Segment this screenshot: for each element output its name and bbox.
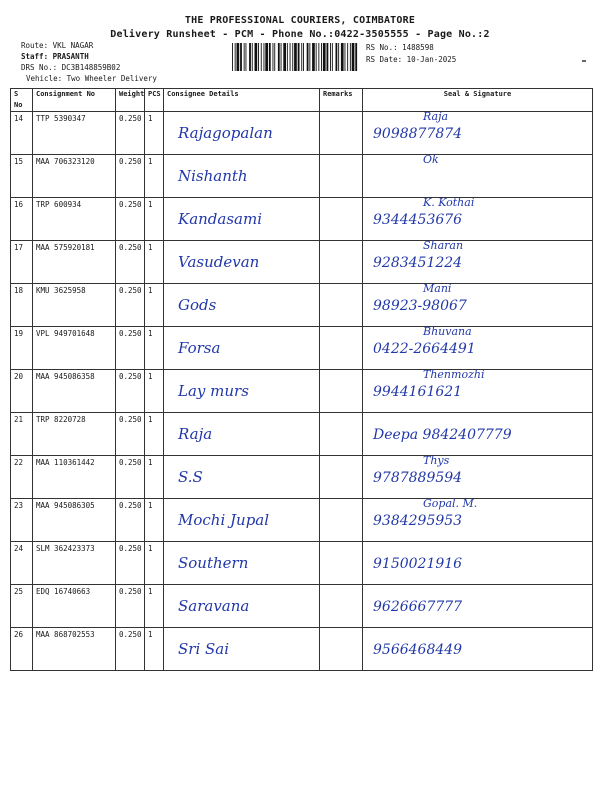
cell-consignee bbox=[164, 585, 320, 628]
cell-remarks bbox=[320, 198, 363, 241]
signature-name: Ok bbox=[423, 153, 439, 166]
rs-date: RS Date: 10-Jan-2025 bbox=[366, 55, 457, 64]
cell-consignee bbox=[164, 155, 320, 198]
cell-consignee bbox=[164, 370, 320, 413]
cell-consignment: KMU 3625958 bbox=[33, 284, 116, 327]
barcode-bar bbox=[244, 43, 245, 71]
cell-signature bbox=[363, 284, 593, 327]
col-header-signature: Seal & Signature bbox=[363, 89, 593, 112]
cell-weight: 0.250 bbox=[116, 112, 145, 155]
col-header-pcs: PCS bbox=[145, 89, 164, 112]
cell-remarks bbox=[320, 585, 363, 628]
vehicle-label: Vehicle: Two Wheeler Delivery bbox=[26, 74, 157, 83]
cell-consignee bbox=[164, 327, 320, 370]
cell-weight: 0.250 bbox=[116, 456, 145, 499]
cell-consignment: MAA 706323120 bbox=[33, 155, 116, 198]
cell-sno: 23 bbox=[11, 499, 33, 542]
cell-consignee bbox=[164, 413, 320, 456]
barcode-bar bbox=[281, 43, 282, 71]
cell-consignee bbox=[164, 112, 320, 155]
delivery-table bbox=[10, 88, 593, 671]
cell-consignment: MAA 868702553 bbox=[33, 628, 116, 671]
consignee-handwriting: Gods bbox=[178, 296, 217, 314]
cell-signature bbox=[363, 241, 593, 284]
cell-signature bbox=[363, 542, 593, 585]
cell-pcs: 1 bbox=[145, 284, 164, 327]
cell-weight: 0.250 bbox=[116, 155, 145, 198]
barcode-bar bbox=[264, 43, 265, 71]
cell-sno: 14 bbox=[11, 112, 33, 155]
cell-remarks bbox=[320, 456, 363, 499]
barcode-bar bbox=[287, 43, 288, 71]
signature-phone: 9344453676 bbox=[373, 212, 463, 228]
table-row bbox=[11, 241, 593, 284]
cell-consignee bbox=[164, 241, 320, 284]
cell-sno: 22 bbox=[11, 456, 33, 499]
cell-sno: 18 bbox=[11, 284, 33, 327]
barcode-bar bbox=[350, 43, 351, 71]
signature-phone: 9566468449 bbox=[373, 642, 463, 658]
cell-weight: 0.250 bbox=[116, 370, 145, 413]
signature-phone: 9626667777 bbox=[373, 599, 463, 615]
route-label: Route: VKL NAGAR bbox=[21, 41, 94, 50]
cell-signature bbox=[363, 628, 593, 671]
cell-pcs: 1 bbox=[145, 327, 164, 370]
barcode-bar bbox=[261, 43, 262, 71]
consignee-handwriting: Lay murs bbox=[178, 382, 249, 400]
barcode-bar bbox=[255, 43, 258, 71]
table-row bbox=[11, 456, 593, 499]
corner-mark bbox=[582, 60, 586, 62]
cell-consignment: VPL 949701648 bbox=[33, 327, 116, 370]
barcode-bar bbox=[330, 43, 331, 71]
consignee-handwriting: Saravana bbox=[178, 597, 250, 615]
barcode-bar bbox=[345, 43, 346, 71]
cell-sno: 15 bbox=[11, 155, 33, 198]
barcode-bar bbox=[316, 43, 317, 71]
consignee-handwriting: Vasudevan bbox=[178, 253, 260, 271]
barcode-bar bbox=[235, 43, 236, 71]
barcode-bar bbox=[283, 43, 286, 71]
col-header-weight: Weight bbox=[116, 89, 145, 112]
col-header-sno: S No bbox=[11, 89, 33, 112]
barcode-bar bbox=[274, 43, 275, 71]
company-title: THE PROFESSIONAL COURIERS, COIMBATORE bbox=[184, 15, 416, 26]
signature-phone: 9098877874 bbox=[373, 126, 463, 142]
signature-phone: 9283451224 bbox=[373, 255, 463, 271]
barcode-bar bbox=[273, 43, 274, 71]
cell-consignee bbox=[164, 284, 320, 327]
signature-name: Raja bbox=[423, 110, 449, 123]
barcode-bar bbox=[338, 43, 339, 71]
cell-signature bbox=[363, 155, 593, 198]
cell-sno: 19 bbox=[11, 327, 33, 370]
barcode-bar bbox=[240, 43, 242, 71]
cell-signature bbox=[363, 499, 593, 542]
barcode-bar bbox=[352, 43, 355, 71]
cell-signature bbox=[363, 585, 593, 628]
cell-sno: 17 bbox=[11, 241, 33, 284]
cell-remarks bbox=[320, 284, 363, 327]
cell-pcs: 1 bbox=[145, 241, 164, 284]
cell-signature bbox=[363, 413, 593, 456]
cell-consignment: MAA 110361442 bbox=[33, 456, 116, 499]
cell-signature bbox=[363, 327, 593, 370]
consignee-handwriting: Nishanth bbox=[178, 167, 248, 185]
cell-pcs: 1 bbox=[145, 198, 164, 241]
cell-remarks bbox=[320, 628, 363, 671]
consignee-handwriting: Southern bbox=[178, 554, 249, 572]
cell-remarks bbox=[320, 327, 363, 370]
cell-weight: 0.250 bbox=[116, 241, 145, 284]
barcode-bar bbox=[307, 43, 309, 71]
cell-sno: 26 bbox=[11, 628, 33, 671]
barcode-bar bbox=[269, 43, 271, 71]
cell-weight: 0.250 bbox=[116, 198, 145, 241]
table-row bbox=[11, 284, 593, 327]
table-row bbox=[11, 413, 593, 456]
signature-phone: 9384295953 bbox=[373, 513, 463, 529]
staff-label: Staff: PRASANTH bbox=[21, 52, 89, 61]
barcode-bar bbox=[249, 43, 251, 71]
signature-phone: 9150021916 bbox=[373, 556, 463, 572]
barcode-bar bbox=[312, 43, 315, 71]
barcode-bar bbox=[355, 43, 357, 71]
cell-sno: 20 bbox=[11, 370, 33, 413]
consignee-handwriting: Kandasami bbox=[178, 210, 263, 228]
barcode-bar bbox=[294, 43, 297, 71]
signature-name: Sharan bbox=[423, 239, 464, 252]
table-row bbox=[11, 327, 593, 370]
signature-name: Mani bbox=[423, 282, 452, 295]
signature-phone: 9787889594 bbox=[373, 470, 463, 486]
signature-name: K. Kothai bbox=[423, 196, 475, 209]
runsheet-subtitle: Delivery Runsheet - PCM - Phone No.:0422-3505555 - Page No.:2 bbox=[110, 29, 490, 40]
cell-consignment: MAA 575920181 bbox=[33, 241, 116, 284]
cell-signature bbox=[363, 456, 593, 499]
signature-phone: 9944161621 bbox=[373, 384, 463, 400]
cell-pcs: 1 bbox=[145, 542, 164, 585]
cell-remarks bbox=[320, 370, 363, 413]
cell-consignment: MAA 945086358 bbox=[33, 370, 116, 413]
cell-sno: 24 bbox=[11, 542, 33, 585]
signature-name: Gopal. M. bbox=[423, 497, 478, 510]
table-row bbox=[11, 542, 593, 585]
barcode-bar bbox=[298, 43, 300, 71]
signature-phone: Deepa 9842407779 bbox=[373, 427, 512, 443]
barcode-bar bbox=[246, 43, 247, 71]
cell-consignee bbox=[164, 198, 320, 241]
barcode-bar bbox=[237, 43, 240, 71]
signature-phone: 0422-2664491 bbox=[373, 341, 476, 357]
col-header-consignment: Consignment No bbox=[33, 89, 116, 112]
cell-signature bbox=[363, 370, 593, 413]
cell-pcs: 1 bbox=[145, 112, 164, 155]
cell-consignment: SLM 362423373 bbox=[33, 542, 116, 585]
cell-pcs: 1 bbox=[145, 413, 164, 456]
cell-consignment: EDQ 16740663 bbox=[33, 585, 116, 628]
cell-pcs: 1 bbox=[145, 499, 164, 542]
table-row bbox=[11, 499, 593, 542]
barcode-bar bbox=[318, 43, 319, 71]
barcode-bar bbox=[347, 43, 348, 71]
cell-remarks bbox=[320, 155, 363, 198]
cell-weight: 0.250 bbox=[116, 327, 145, 370]
cell-remarks bbox=[320, 241, 363, 284]
cell-pcs: 1 bbox=[145, 628, 164, 671]
cell-sno: 21 bbox=[11, 413, 33, 456]
cell-pcs: 1 bbox=[145, 370, 164, 413]
cell-remarks bbox=[320, 112, 363, 155]
cell-pcs: 1 bbox=[145, 585, 164, 628]
barcode-bar bbox=[341, 43, 344, 71]
barcode-bar bbox=[258, 43, 259, 71]
cell-consignment: TTP 5390347 bbox=[33, 112, 116, 155]
table-row bbox=[11, 585, 593, 628]
consignee-handwriting: Forsa bbox=[178, 339, 221, 357]
signature-name: Thys bbox=[423, 454, 450, 467]
cell-weight: 0.250 bbox=[116, 585, 145, 628]
col-header-remarks: Remarks bbox=[320, 89, 363, 112]
cell-consignee bbox=[164, 499, 320, 542]
cell-signature bbox=[363, 112, 593, 155]
cell-weight: 0.250 bbox=[116, 284, 145, 327]
cell-weight: 0.250 bbox=[116, 499, 145, 542]
cell-sno: 16 bbox=[11, 198, 33, 241]
barcode bbox=[232, 43, 359, 71]
cell-consignment: TRP 600934 bbox=[33, 198, 116, 241]
barcode-bar bbox=[292, 43, 293, 71]
cell-consignee bbox=[164, 542, 320, 585]
table-row bbox=[11, 155, 593, 198]
col-header-consignee: Consignee Details bbox=[164, 89, 320, 112]
table-row bbox=[11, 198, 593, 241]
cell-remarks bbox=[320, 499, 363, 542]
drs-label: DRS No.: DC3B148859B02 bbox=[21, 63, 121, 72]
barcode-bar bbox=[327, 43, 329, 71]
consignee-handwriting: Mochi Jupal bbox=[178, 511, 270, 529]
barcode-bar bbox=[332, 43, 333, 71]
cell-remarks bbox=[320, 413, 363, 456]
table-row bbox=[11, 370, 593, 413]
consignee-handwriting: Raja bbox=[178, 425, 213, 443]
cell-remarks bbox=[320, 542, 363, 585]
cell-consignee bbox=[164, 628, 320, 671]
cell-consignment: TRP 8220728 bbox=[33, 413, 116, 456]
table-row bbox=[11, 112, 593, 155]
barcode-bar bbox=[336, 43, 338, 71]
consignee-handwriting: Rajagopalan bbox=[178, 124, 273, 142]
barcode-bar bbox=[309, 43, 310, 71]
consignee-handwriting: S.S bbox=[178, 468, 203, 486]
cell-consignee bbox=[164, 456, 320, 499]
barcode-bar bbox=[232, 43, 233, 71]
cell-pcs: 1 bbox=[145, 155, 164, 198]
cell-consignment: MAA 945086305 bbox=[33, 499, 116, 542]
barcode-bar bbox=[252, 43, 253, 71]
barcode-bar bbox=[265, 43, 268, 71]
barcode-bar bbox=[321, 43, 322, 71]
barcode-bar bbox=[290, 43, 291, 71]
rs-number: RS No.: 1488598 bbox=[366, 43, 434, 52]
table-row bbox=[11, 628, 593, 671]
cell-signature bbox=[363, 198, 593, 241]
cell-weight: 0.250 bbox=[116, 413, 145, 456]
cell-weight: 0.250 bbox=[116, 628, 145, 671]
consignee-handwriting: Sri Sai bbox=[178, 640, 230, 658]
barcode-bar bbox=[303, 43, 304, 71]
cell-pcs: 1 bbox=[145, 456, 164, 499]
signature-name: Thenmozhi bbox=[423, 368, 485, 381]
cell-sno: 25 bbox=[11, 585, 33, 628]
cell-weight: 0.250 bbox=[116, 542, 145, 585]
barcode-bar bbox=[323, 43, 326, 71]
barcode-bar bbox=[278, 43, 280, 71]
signature-name: Bhuvana bbox=[423, 325, 472, 338]
table-header-row bbox=[11, 89, 593, 112]
signature-phone: 98923-98067 bbox=[373, 298, 467, 314]
barcode-bar bbox=[301, 43, 302, 71]
